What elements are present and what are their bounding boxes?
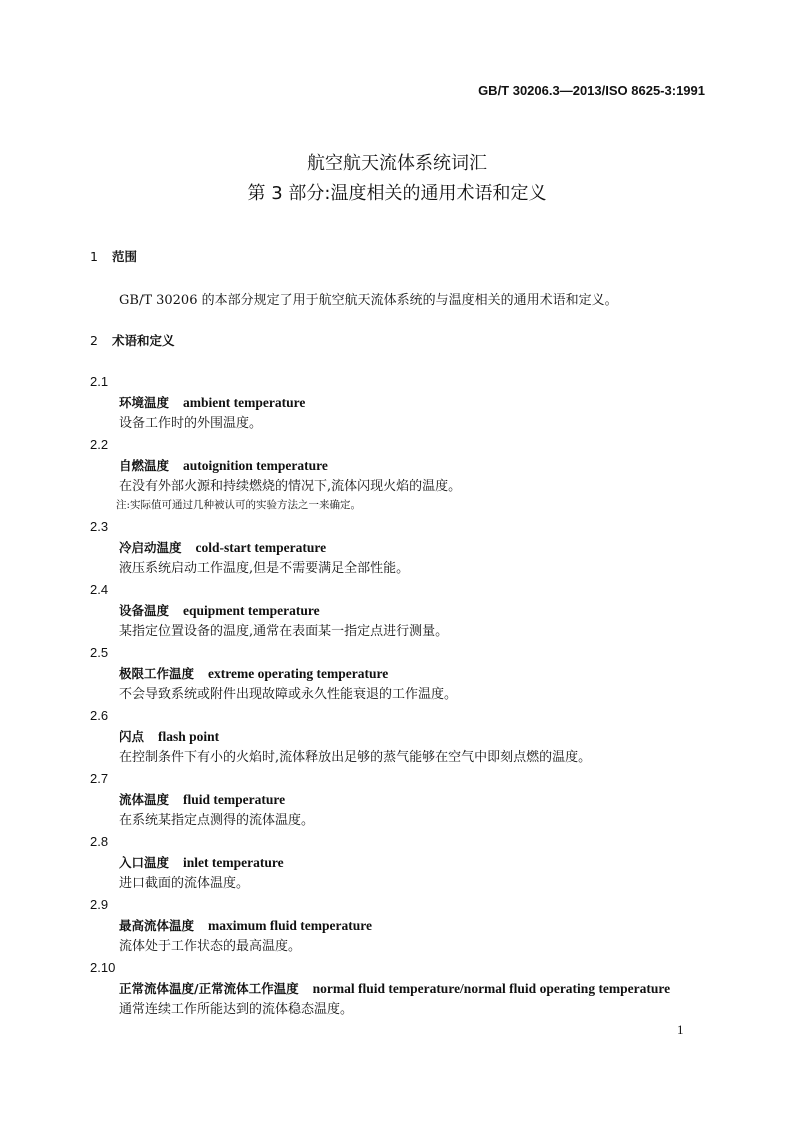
- term-definition: 液压系统启动工作温度,但是不需要满足全部性能。: [119, 561, 410, 576]
- term-entry: [90, 957, 710, 1020]
- term-entry: [90, 371, 710, 434]
- term-english: cold-start temperature: [195, 540, 327, 555]
- section-number: 2: [90, 333, 98, 348]
- term-entry: [90, 831, 710, 894]
- term-chinese: 极限工作温度: [119, 666, 195, 681]
- section-title: 术语和定义: [112, 333, 175, 348]
- term-english: maximum fluid temperature: [208, 918, 372, 933]
- term-definition: 不会导致系统或附件出现故障或永久性能衰退的工作温度。: [119, 687, 458, 702]
- term-entry: [90, 894, 710, 957]
- section-title: 范围: [112, 249, 138, 264]
- term-definition: 通常连续工作所能达到的流体稳态温度。: [119, 1002, 354, 1017]
- section-number: 1: [90, 249, 98, 264]
- document-title: 航空航天流体系统词汇: [307, 153, 487, 174]
- term-heading: [119, 392, 710, 413]
- term-entry: [90, 642, 710, 705]
- section-1-heading: [90, 247, 137, 265]
- term-definition: 流体处于工作状态的最高温度。: [119, 939, 302, 954]
- term-english: normal fluid temperature/normal fluid operating temperature: [312, 981, 671, 996]
- term-entry: [90, 434, 710, 516]
- section-2-heading: [90, 331, 175, 349]
- term-chinese: 流体温度: [119, 792, 170, 807]
- term-number: 2.9: [90, 897, 109, 912]
- term-heading: [119, 600, 710, 621]
- term-number: 2.8: [90, 834, 109, 849]
- term-number: 2.10: [90, 960, 116, 975]
- term-entry: [90, 579, 710, 642]
- term-english: flash point: [158, 729, 220, 744]
- term-entry: [90, 516, 710, 579]
- term-chinese: 设备温度: [119, 603, 170, 618]
- term-number: 2.6: [90, 708, 109, 723]
- document-subtitle: 第 3 部分:温度相关的通用术语和定义: [247, 183, 547, 204]
- term-chinese: 闪点: [119, 729, 145, 744]
- term-entry: [90, 768, 710, 831]
- term-definition: 在没有外部火源和持续燃烧的情况下,流体闪现火焰的温度。: [119, 479, 462, 494]
- term-heading: [119, 537, 710, 558]
- term-definition: 在系统某指定点测得的流体温度。: [119, 813, 315, 828]
- term-heading: [119, 726, 710, 747]
- term-chinese: 冷启动温度: [119, 540, 182, 555]
- term-english: ambient temperature: [183, 395, 306, 410]
- term-heading: [119, 978, 710, 999]
- term-heading: [119, 663, 710, 684]
- term-chinese: 正常流体温度/正常流体工作温度: [119, 981, 299, 996]
- term-definition: 进口截面的流体温度。: [119, 876, 250, 891]
- term-heading: [119, 915, 710, 936]
- page-number: 1: [677, 1022, 684, 1037]
- term-heading: [119, 455, 710, 476]
- term-entry: [90, 705, 710, 768]
- term-heading: [119, 852, 710, 873]
- scope-paragraph: GB/T 30206 的本部分规定了用于航空航天流体系统的与温度相关的通用术语和定义。: [119, 293, 618, 308]
- term-chinese: 最高流体温度: [119, 918, 195, 933]
- term-definition: 某指定位置设备的温度,通常在表面某一指定点进行测量。: [119, 624, 449, 639]
- term-english: equipment temperature: [183, 603, 320, 618]
- term-number: 2.3: [90, 519, 109, 534]
- term-chinese: 入口温度: [119, 855, 170, 870]
- term-number: 2.1: [90, 374, 109, 389]
- term-definition: 设备工作时的外围温度。: [119, 416, 263, 431]
- term-english: inlet temperature: [183, 855, 284, 870]
- terms-list: [90, 371, 710, 1020]
- term-definition: 在控制条件下有小的火焰时,流体释放出足够的蒸气能够在空气中即刻点燃的温度。: [119, 750, 592, 765]
- term-chinese: 自燃温度: [119, 458, 170, 473]
- term-number: 2.5: [90, 645, 109, 660]
- term-heading: [119, 789, 710, 810]
- term-english: extreme operating temperature: [208, 666, 389, 681]
- term-english: autoignition temperature: [183, 458, 328, 473]
- term-note: 注:实际值可通过几种被认可的实验方法之一来确定。: [116, 499, 362, 511]
- term-number: 2.2: [90, 437, 109, 452]
- term-number: 2.7: [90, 771, 109, 786]
- term-chinese: 环境温度: [119, 395, 170, 410]
- term-english: fluid temperature: [183, 792, 286, 807]
- standard-number-header: GB/T 30206.3—2013/ISO 8625-3:1991: [478, 83, 705, 98]
- term-number: 2.4: [90, 582, 109, 597]
